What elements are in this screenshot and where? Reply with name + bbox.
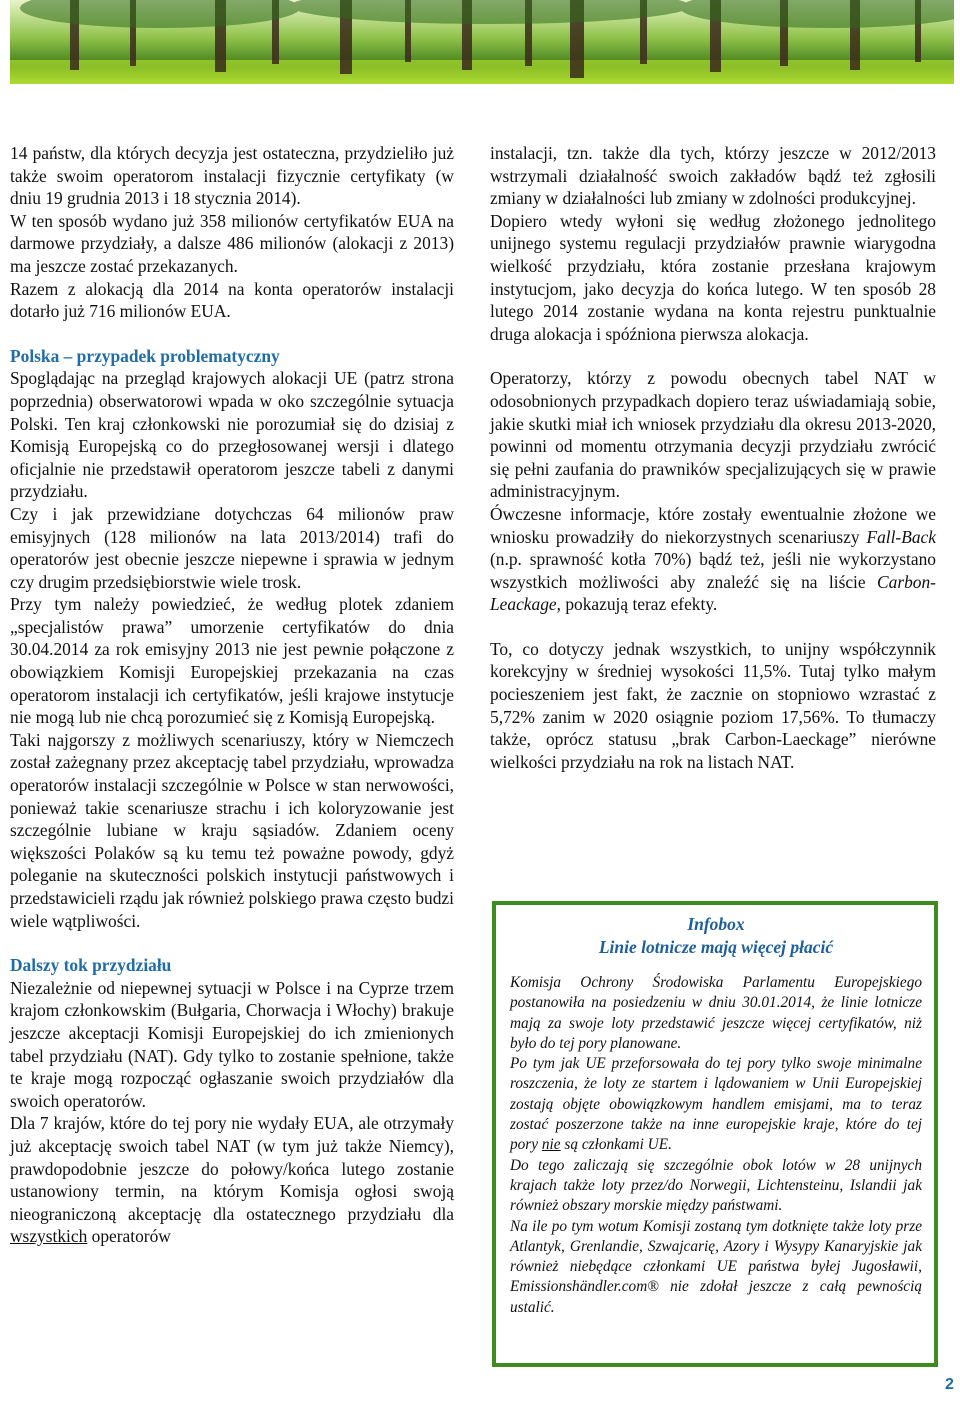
paragraph: Dopiero wtedy wyłoni się według złożonego jednolitego unijnego systemu regulacji przydziałów prawnie wiarygodna wielkość przydziału, która zostanie przesłana krajowym instytucjom, jako decyzja do końca lutego. W ten sposób 28 lutego 2014 zostanie wydana na konta rejestru punktualnie druga alokacja i spóźniona pierwsza alokacja. bbox=[490, 210, 936, 344]
paragraph: Przy tym należy powiedzieć, że według plotek zdaniem „specjalistów prawa” umorzenie certyfikatów do dnia 30.04.2014 za rok emisyjny 2013 nie jest pewnie połączone z obowiązkiem Komisji Europejskiej przekazania na czas operatorom instalacji ich certyfikatów, jeśli krajowe instytucje nie mogą lub nie chcą porozumieć się z Komisją Europejską. bbox=[10, 594, 454, 728]
header-forest-image bbox=[10, 0, 954, 84]
paragraph: Czy i jak przewidziane dotychczas 64 milionów praw emisyjnych (128 milionów na lata 2013/2014) trafi do operatorów jest obecnie jeszcze niepewne i sprawia w jednym czy drugim przedsiębiorstwie wiele trosk. bbox=[10, 503, 454, 592]
paragraph: Komisja Ochrony Środowiska Parlamentu Europejskiego postanowiła na posiedzeniu w dniu 30.01.2014, że linie lotnicze mają za swoje loty przedstawić jeszcze więcej certyfikatów, niż było do tej pory planowane. bbox=[510, 974, 922, 1052]
infobox-body bbox=[510, 973, 922, 1318]
paragraph: Ówczesne informacje, które zostały ewentualnie złożone we wniosku prowadziły do niekorzystnych scenariuszy Fall-Back (n.p. sprawność kotła 70%) bądź też, jeśli nie wykorzystano wszystkich możliwości aby znaleźć się na liście Carbon-Leackage, pokazują teraz efekty. bbox=[490, 503, 936, 615]
page-number: 2 bbox=[945, 1376, 954, 1393]
paragraph: Taki najgorszy z możliwych scenariuszy, który w Niemczech został zażegnany przez akceptację tabel przydziału, wprowadza operatorów instalacji szczególnie w Polsce w stan nerwowości, ponieważ takie scenariusze strachu i ich koloryzowanie jest szczególnie lubiane w kraju sąsiadów. Zdaniem oceny większości Polaków są ku temu też poważne powody, gdyż poleganie na skuteczności polskich instytucji państwowych i przedstawicieli rządu jak również polskiego prawa często budzi wiele wątpliwości. bbox=[10, 729, 454, 931]
paragraph: Spoglądając na przegląd krajowych alokacji UE (patrz strona poprzednia) obserwatorowi wpada w oko szczególnie sytuacja Polski. Ten kraj członkowski nie porozumiał się do dzisiaj z Komisją Europejską co do przegłosowanej wersji i dlatego oficjalnie nie przedstawił operatorom jeszcze tabeli z danymi przydziału. bbox=[10, 368, 454, 502]
underlined-word: nie bbox=[541, 1136, 561, 1154]
italic-term: Fall-Back bbox=[866, 526, 936, 547]
paragraph: 14 państw, dla których decyzja jest ostateczna, przydzieliło już także swoim operatorom instalacji fizycznie certyfikaty (w dniu 19 grudnia 2013 i 18 stycznia 2014). bbox=[10, 143, 454, 209]
infobox-title: Infobox bbox=[687, 914, 745, 934]
right-column bbox=[490, 142, 936, 773]
paragraph: Po tym jak UE przeforsowała do tej pory tylko swoje minimalne roszczenia, że loty ze startem i lądowaniem w Unii Europejskiej zostają objęte obowiązkowym handlem emisjami, ma to teraz zostać poszerzone także na inne europejskie kraje, które do tej pory nie są członkami UE. bbox=[510, 1055, 922, 1154]
infobox-subtitle: Linie lotnicze mają więcej płacić bbox=[598, 937, 834, 957]
paragraph: instalacji, tzn. także dla tych, którzy jeszcze w 2012/2013 wstrzymali działalność swoich zakładów bądź też zgłosili zmiany w działalności lub zmiany w zdolności produkcyjnej. bbox=[490, 143, 936, 209]
section-heading: Dalszy tok przydziału bbox=[10, 955, 172, 976]
paragraph: W ten sposób wydano już 358 milionów certyfikatów EUA na darmowe przydziały, a dalsze 486 milionów (alokacji z 2013) ma jeszcze zostać przekazanych. bbox=[10, 210, 454, 276]
left-column bbox=[10, 142, 454, 1248]
infobox bbox=[492, 901, 938, 1367]
paragraph: Niezależnie od niepewnej sytuacji w Polsce i na Cyprze trzem krajom członkowskim (Bułgaria, Chorwacja i Włochy) brakuje jeszcze akceptacji Komisji Europejskiej do ich zmienionych tabel przydziału (NAT). Gdy tylko to zostanie spełnione, także te kraje mogą rozpocząć ogłaszanie swoich przydziałów dla swoich operatorów. bbox=[10, 977, 454, 1111]
section-heading: Polska – przypadek problematyczny bbox=[10, 345, 280, 366]
forest-illustration bbox=[10, 0, 954, 84]
paragraph: Operatorzy, którzy z powodu obecnych tabel NAT w odosobnionych przypadkach dopiero teraz uświadamiają sobie, jakie skutki miał ich wniosek przydziału dla okresu 2013-2020, powinni od momentu otrzymania decyzji przydziału zwrócić się pełni zaufania do prawników specjalizujących się w prawie administracyjnym. bbox=[490, 368, 936, 502]
underlined-word: wszystkich bbox=[10, 1226, 88, 1247]
paragraph: Razem z alokacją dla 2014 na konta operatorów instalacji dotarło już 716 milionów EUA. bbox=[10, 278, 454, 322]
paragraph: To, co dotyczy jednak wszystkich, to unijny współczynnik korekcyjny w średniej wysokości 11,5%. Tutaj tylko małym pocieszeniem jest fakt, że zacznie on stopniowo wzrastać z 5,72% zanim w 2020 osiągnie poziom 17,56%. To tłumaczy także, oprócz statusu „brak Carbon-Laeckage” nierówne wielkości przydziału na rok na listach NAT. bbox=[490, 638, 936, 772]
paragraph: Na ile po tym wotum Komisji zostaną tym dotknięte także loty prze Atlantyk, Grenlandie, Szwajcarię, Azory i Wysypy Kanaryjskie jak również niebędące członkami UE państwa byłej Jugosławii, Emissionshändler.com® nie zdołał jeszcze z całą pewnością ustalić. bbox=[510, 1217, 922, 1316]
paragraph: Do tego zaliczają się szczególnie obok lotów w 28 unijnych krajach także loty przez/do Norwegii, Lichtensteinu, Islandii jak również obszary morskie między państwami. bbox=[510, 1156, 922, 1215]
paragraph: Dla 7 krajów, które do tej pory nie wydały EUA, ale otrzymały już akceptację swoich tabel NAT (w tym już także Niemcy), prawdopodobnie jeszcze do połowy/końca lutego zostanie ustanowiony termin, na którym Komisja ogłosi swoją nieograniczoną akceptację dla ostatecznego przydziału dla wszystkich operatorów bbox=[10, 1113, 454, 1247]
italic-term: Carbon-Leackage bbox=[490, 571, 936, 615]
